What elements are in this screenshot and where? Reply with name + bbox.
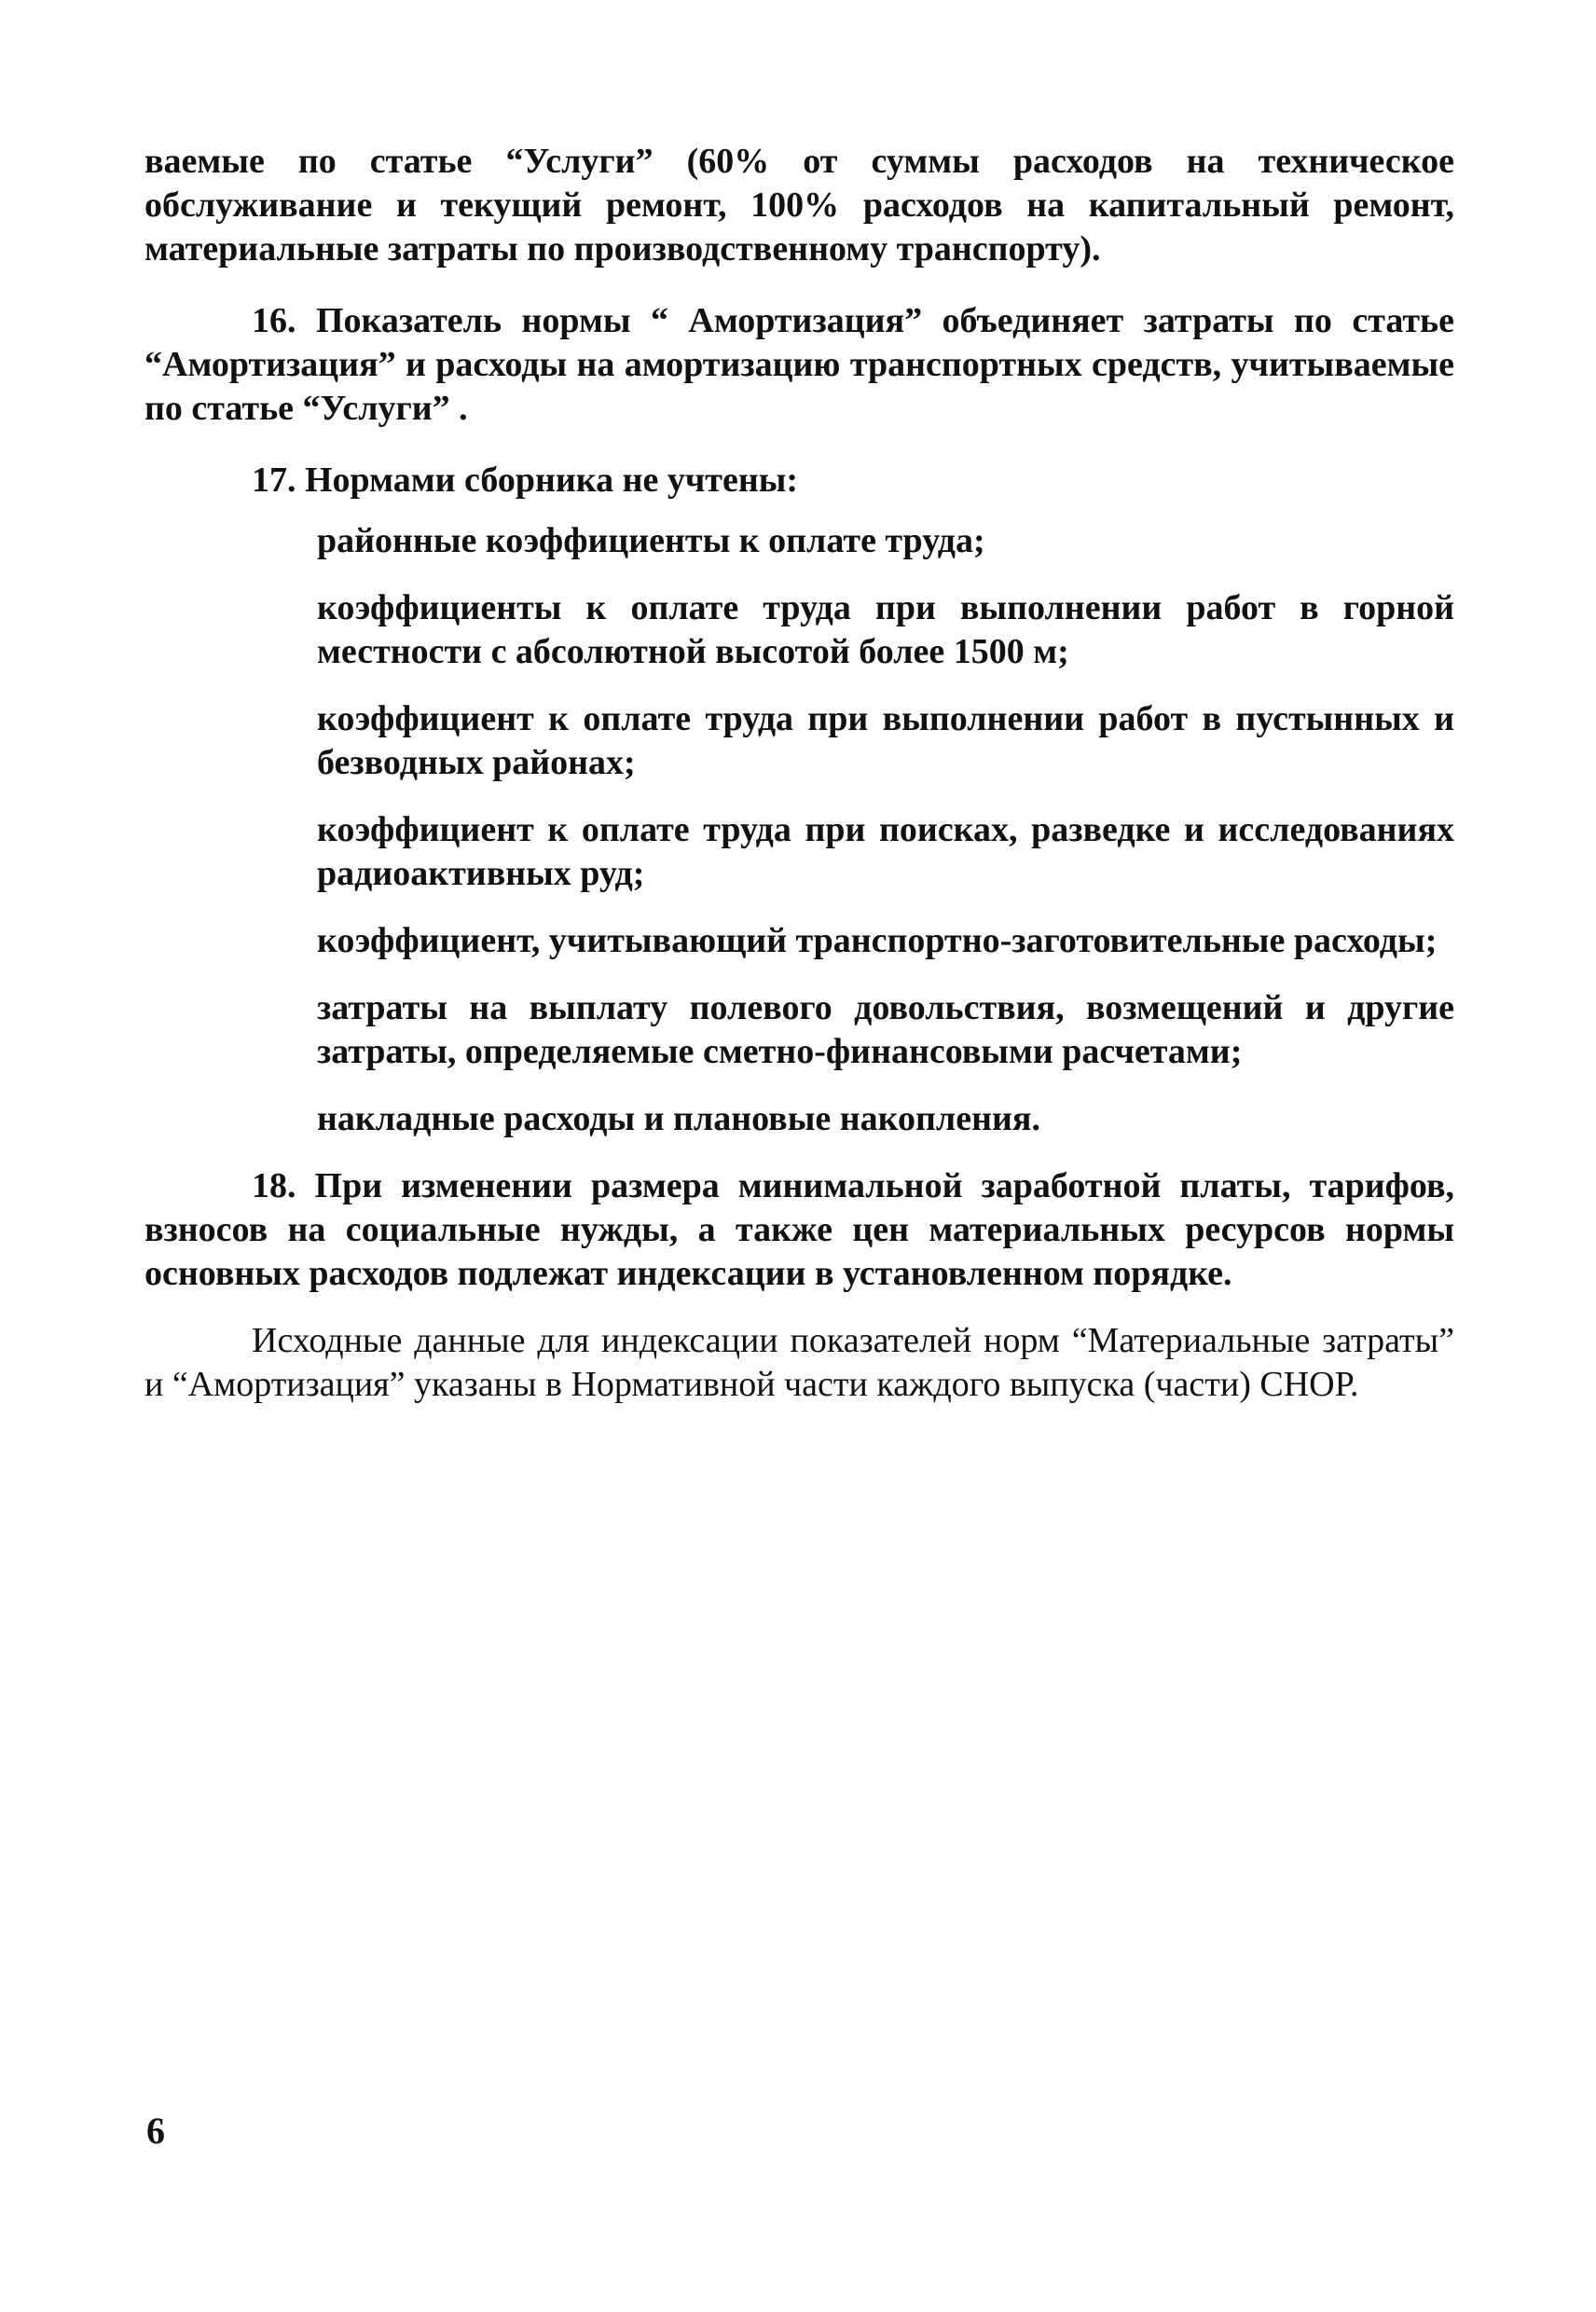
list-item: коэффициент к оплате труда при поисках, разведке и исследованиях радиоактивных руд; [317,810,1454,893]
list-item: коэффициент, учитывающий транспортно-заготовительные расходы; [317,921,1438,960]
list-item: районные коэффициенты к оплате труда; [317,521,985,560]
list-item: затраты на выплату полевого довольствия, возмещений и другие затраты, определяемые сметно-финансовыми расчетами; [317,988,1454,1071]
list-item: накладные расходы и плановые накопления. [317,1099,1040,1138]
list-item: коэффициент к оплате труда при выполнении работ в пустынных и безводных районах; [317,699,1454,782]
continuation-paragraph: ваемые по статье “Услуги” (60% от суммы расходов на техническое обслуживание и текущий ремонт, 100% расходов на капитальный ремонт, материальные затраты по производственному транспорту). [144,142,1454,268]
item-17-heading: 17. Нормами сборника не учтены: [252,461,799,500]
page-content [144,140,1454,1407]
item-16-paragraph: 16. Показатель нормы “ Амортизация” объединяет затраты по статье “Амортизация” и расходы на амортизацию транспортных средств, учитываемые по статье “Услуги” . [144,301,1454,428]
item-18-paragraph: 18. При изменении размера минимальной заработной платы, тарифов, взносов на социальные нужды, а также цен материальных ресурсов нормы основных расходов подлежат индексации в установленном порядке. [144,1166,1454,1293]
source-data-paragraph: Исходные данные для индексации показателей норм “Материальные затраты” и “Амортизация” указаны в Нормативной части каждого выпуска (части) СНОР. [144,1321,1454,1404]
list-item: коэффициенты к оплате труда при выполнении работ в горной местности с абсолютной высотой более 1500 м; [317,588,1454,671]
page-number: 6 [146,2110,165,2152]
excluded-items-list [317,519,1454,1141]
